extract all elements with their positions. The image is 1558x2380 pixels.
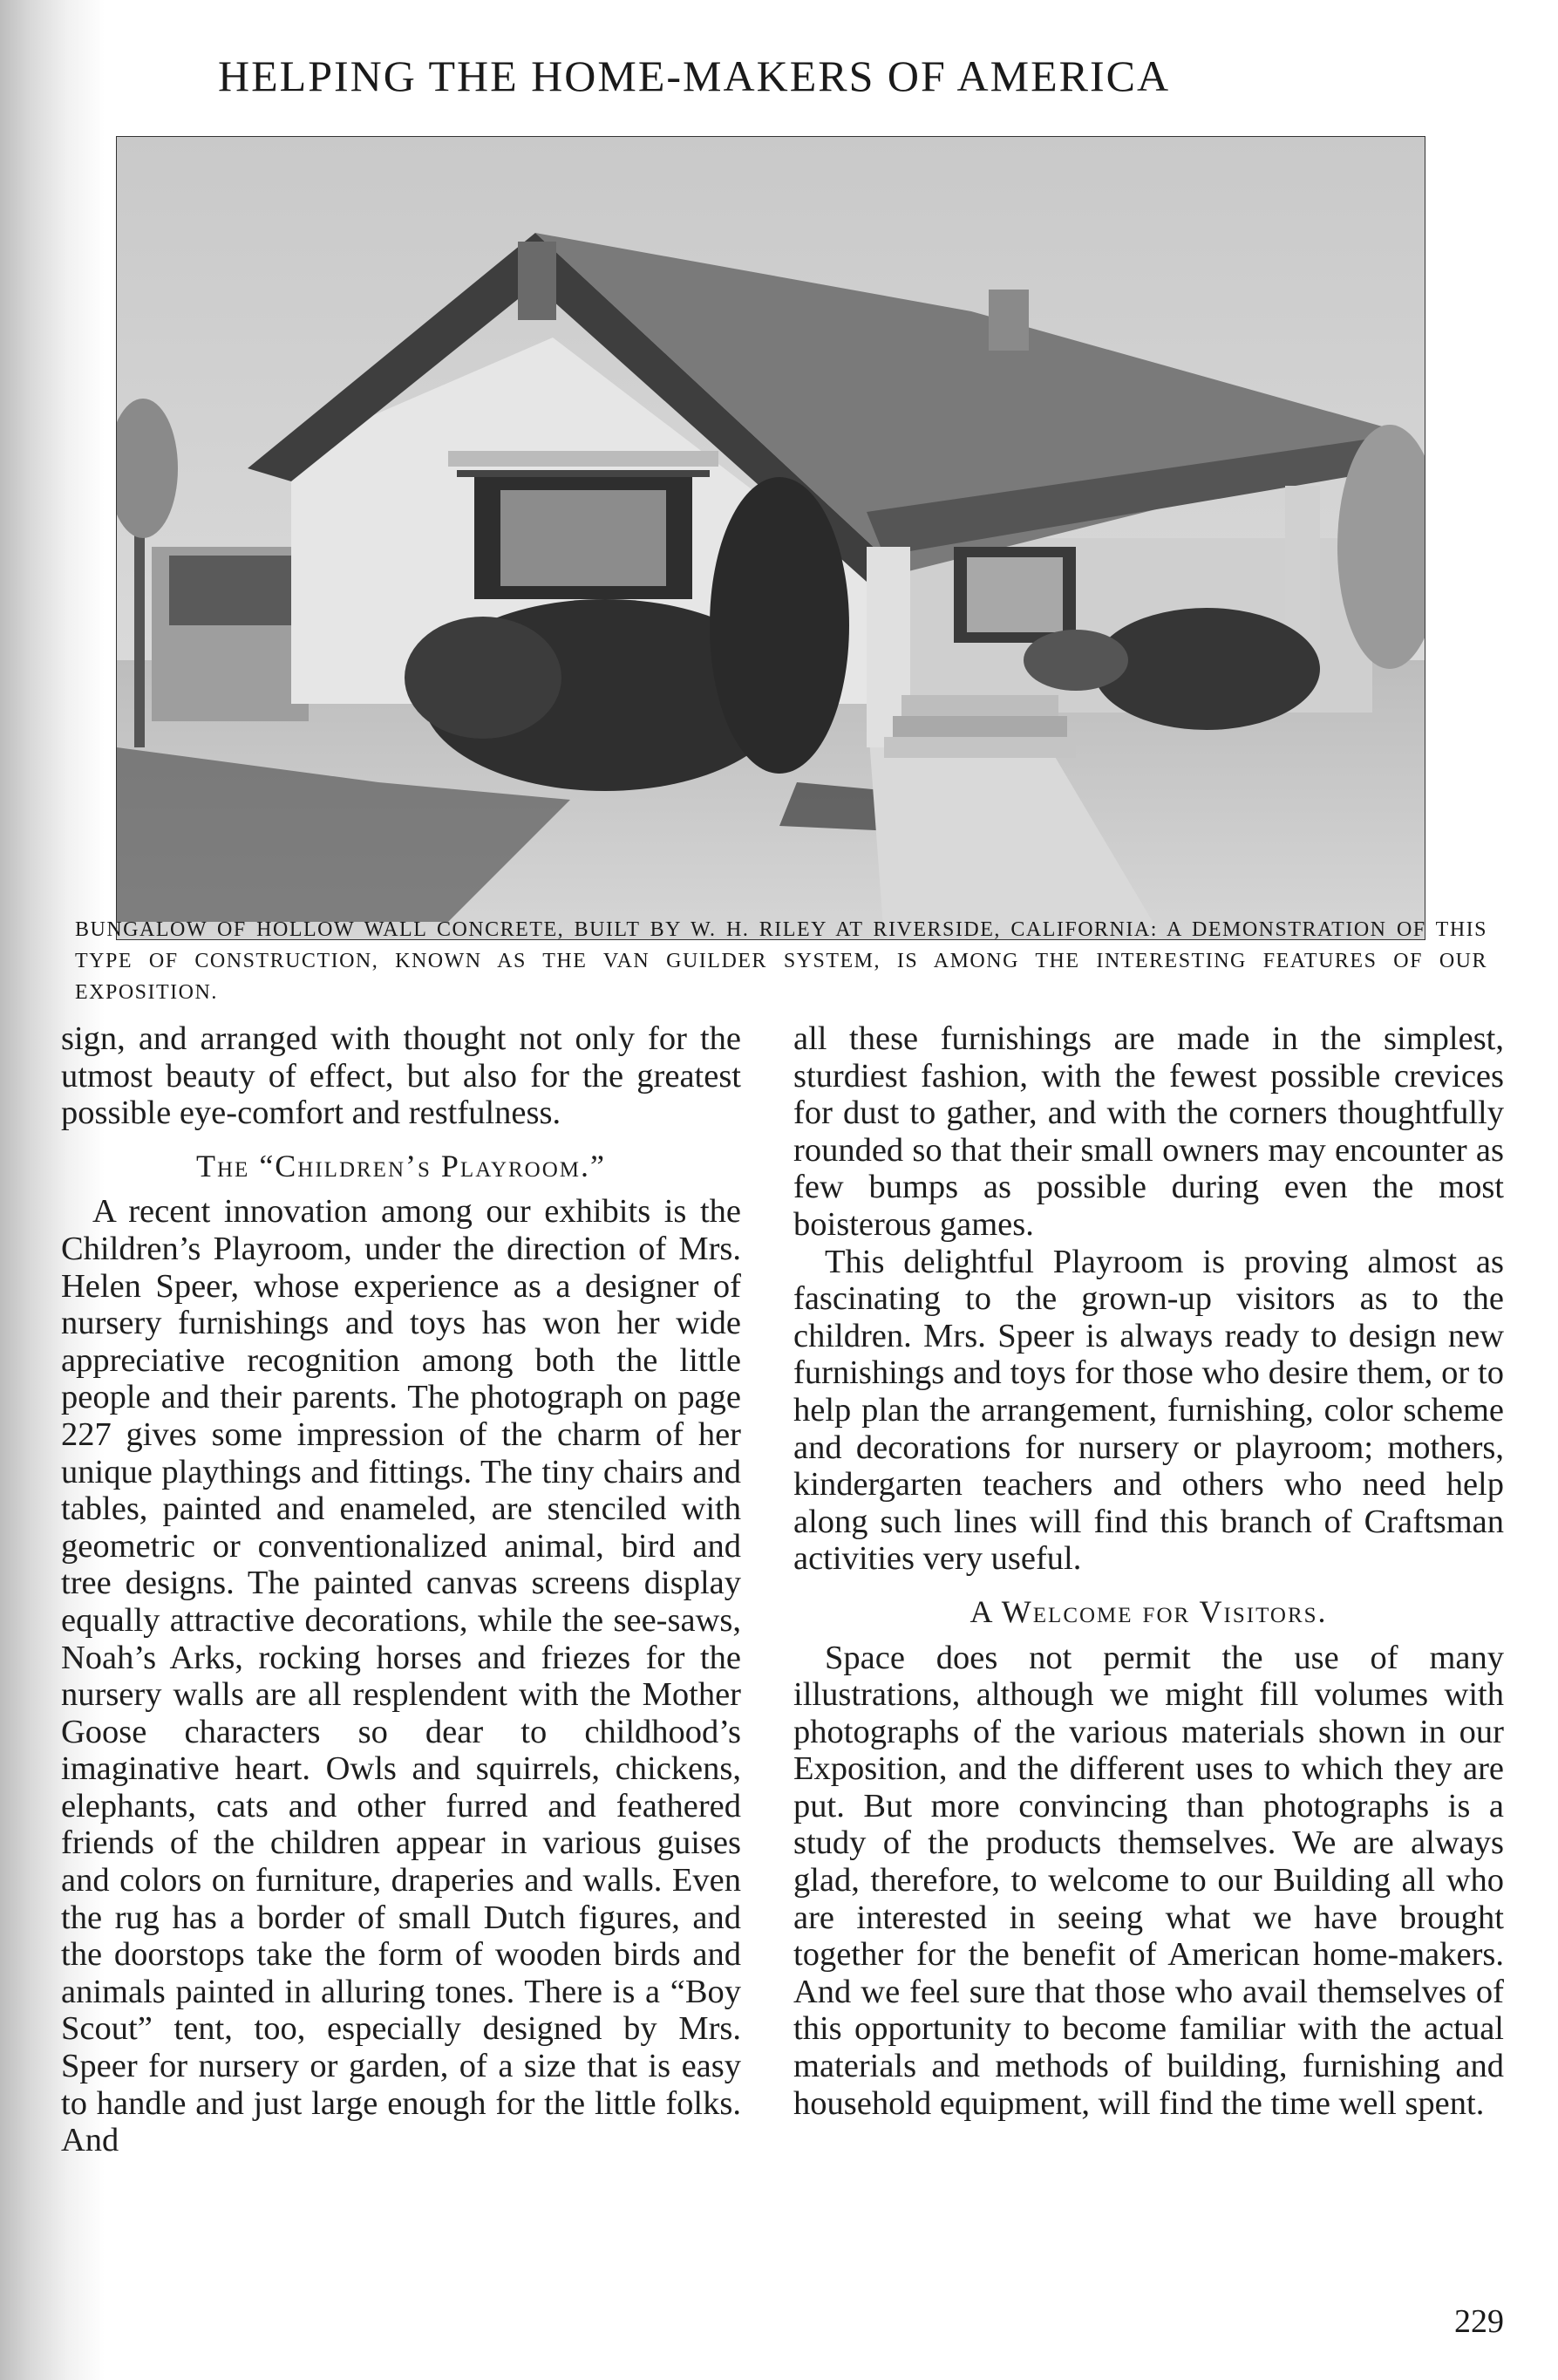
paragraph-welcome: Space does not permit the use of many illustrations, although we might fill volumes with photographs of the various materials shown in our Exposition, and the different uses to which they are put. But more convincing than photographs is a study of the products themselves. We are always glad, therefore, to welcome to our Building all who are interested in seeing what we have brought together for the benefit of American home-makers. And we feel sure that those who avail themselves of this opportunity to become familiar with the actual materials and methods of building, furnishing and household equipment, will find the time well spent.	[793, 1639, 1504, 2122]
bungalow-photo	[116, 136, 1425, 940]
left-column	[61, 1020, 741, 2159]
running-title: HELPING THE HOME-MAKERS OF AMERICA	[218, 51, 1171, 100]
right-column	[793, 1020, 1504, 2122]
page-number: 229	[1454, 2303, 1504, 2340]
paragraph-furnishings: all these furnishings are made in the simplest, sturdiest fashion, with the fewest possible crevices for dust to gather, and with the corners thoughtfully rounded so that their small owners may encounter as few bumps as possible during even the most boisterous games.	[793, 1020, 1504, 1243]
photo-caption: BUNGALOW OF HOLLOW WALL CONCRETE, BUILT BY W. H. RILEY AT RIVERSIDE, CALIFORNIA: A DEMONSTRATION OF THIS TYPE OF CONSTRUCTION, KNOWN AS THE VAN GUILDER SYSTEM, IS AMONG THE INTERESTING FEATURES OF OUR EXPOSITION.	[75, 918, 1487, 1004]
section-heading-welcome: A Welcome for Visitors.	[969, 1593, 1328, 1629]
section-heading-childrens-playroom: The “Children’s Playroom.”	[196, 1148, 606, 1183]
paragraph-childrens-playroom: A recent innovation among our exhibits is the Children’s Playroom, under the direction of Mrs. Helen Speer, whose experience as a designer of nursery furnishings and toys has won her wide appreciative recognition among both the little people and their parents. The photograph on page 227 gives some impression of the charm of her unique playthings and fittings. The tiny chairs and tables, painted and enameled, are stenciled with geometric or conventionalized animal, bird and tree designs. The painted canvas screens display equally attractive decorations, while the see-saws, Noah’s Arks, rocking horses and friezes for the nursery walls are all resplendent with the Mother Goose characters so dear to childhood’s imaginative heart. Owls and squirrels, chickens, elephants, cats and other furred and feathered friends of the children appear in various guises and colors on furniture, draperies and walls. Even the rug has a border of small Dutch figures, and the doorstops take the form of wooden birds and animals painted in alluring tones. There is a “Boy Scout” tent, too, especially designed by Mrs. Speer for nursery or garden, of a size that is easy to handle and just large enough for the little folks. And	[61, 1193, 741, 2159]
paragraph-continued: sign, and arranged with thought not only for the utmost beauty of effect, but also for the greatest possible eye-comfort and restfulness.	[61, 1020, 741, 1132]
paragraph-playroom-visitors: This delightful Playroom is proving almost as fascinating to the grown-up visitors as to the children. Mrs. Speer is always ready to design new furnishings and toys for those who desire them, or to help plan the arrangement, furnishing, color scheme and decorations for nursery or playroom; mothers, kindergarten teachers and others who need help along such lines will find this branch of Craftsman activities very useful.	[793, 1243, 1504, 1578]
